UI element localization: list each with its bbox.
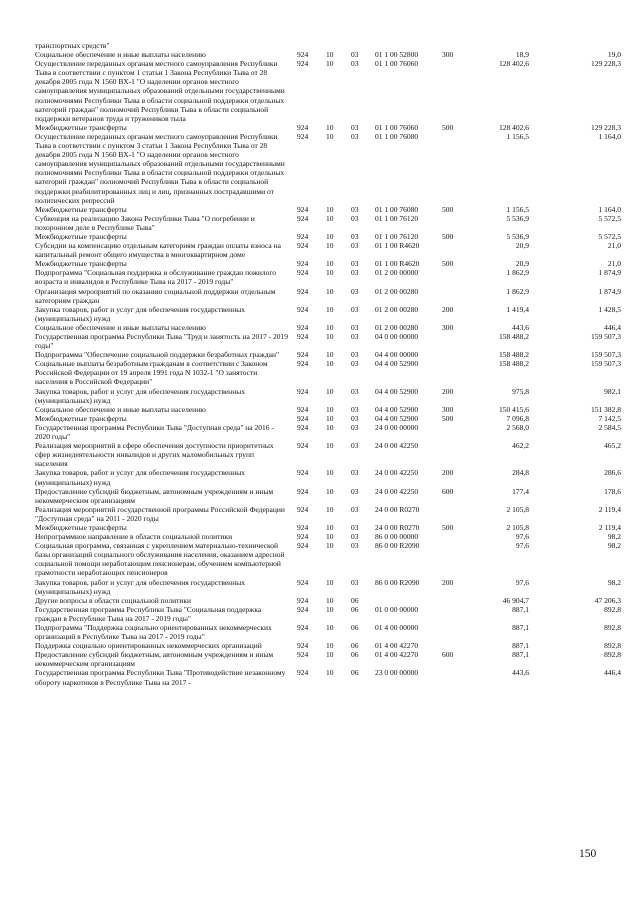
table-row <box>0 650 640 668</box>
row-name: Субсидии на компенсацию отдельным категориям граждан оплаты взноса на капитальный ремонт общего имущества в многоквартирном доме <box>35 241 281 260</box>
cell-amount-year1: 462,2 <box>512 441 529 451</box>
cell-target-item: 24 0 00 42250 <box>375 486 419 496</box>
cell-amount-year2: 892,8 <box>604 641 621 651</box>
row-name: Закупка товаров, работ и услуг для обеспечения государственных (муниципальных) нужд <box>35 304 246 323</box>
cell-target-item: 01 1 00 76120 <box>375 231 419 241</box>
cell-amount-year1: 1 419,4 <box>506 304 529 314</box>
row-name: Организация мероприятий по оказанию социальной поддержки отдельным категориям граждан <box>35 286 276 305</box>
cell-amount-year2: 159 507,3 <box>591 332 621 341</box>
cell-ministry-code: 924 <box>297 213 309 223</box>
row-name: Субвенция на реализацию Закона Республики Тыва "О погребении и похоронном деле в Республике Тыва" <box>35 213 255 232</box>
cell-ministry-code: 924 <box>297 577 309 587</box>
cell-amount-year1: 443,6 <box>512 322 529 332</box>
table-row <box>0 332 640 350</box>
cell-ministry-code: 924 <box>297 322 309 332</box>
table-row <box>0 487 640 505</box>
cell-ministry-code: 924 <box>297 350 309 360</box>
cell-ministry-code: 924 <box>297 231 309 241</box>
cell-ministry-code: 924 <box>297 532 309 542</box>
cell-subsection-code: 06 <box>351 668 359 678</box>
cell-target-item: 04 4 00 52900 <box>375 413 419 423</box>
row-name: Подпрограмма "Обеспечение социальной поддержки безработных граждан" <box>35 350 280 360</box>
table-row <box>0 214 640 232</box>
cell-amount-year2: 446,4 <box>604 322 621 332</box>
cell-subsection-code: 03 <box>351 322 359 332</box>
cell-section-code: 10 <box>326 213 334 223</box>
row-name: транспортных средств" <box>35 41 110 50</box>
cell-subsection-code: 03 <box>351 532 359 542</box>
row-name: Государственная программа Республики Тыва "Доступная среда" на 2016 - 2020 годы" <box>35 422 274 442</box>
table-row <box>0 641 640 650</box>
cell-ministry-code: 924 <box>297 623 309 632</box>
cell-amount-year2: 21,0 <box>607 241 621 251</box>
cell-section-code: 10 <box>326 322 334 332</box>
table-row <box>0 414 640 423</box>
cell-section-code: 10 <box>326 204 334 214</box>
cell-target-item: 24 0 00 R0270 <box>375 522 420 532</box>
page-number: 150 <box>579 848 597 860</box>
cell-section-code: 10 <box>326 359 334 369</box>
row-name: Межбюджетные трансферты <box>35 122 127 132</box>
cell-section-code: 10 <box>326 286 334 296</box>
cell-amount-year1: 1 156,5 <box>506 131 529 141</box>
cell-subsection-code: 03 <box>351 486 359 496</box>
cell-subsection-code: 06 <box>351 604 359 614</box>
row-name: Другие вопросы в области социальной политики <box>35 595 192 605</box>
cell-amount-year1: 5 536,9 <box>506 213 529 223</box>
cell-amount-year2: 446,4 <box>604 668 621 678</box>
cell-ministry-code: 924 <box>297 541 309 551</box>
table-row <box>0 359 640 386</box>
cell-amount-year2: 98,2 <box>607 577 621 587</box>
cell-section-code: 10 <box>326 131 334 141</box>
cell-ministry-code: 924 <box>297 59 309 69</box>
cell-section-code: 10 <box>326 486 334 496</box>
cell-amount-year1: 46 904,7 <box>502 595 529 605</box>
cell-section-code: 10 <box>326 650 334 660</box>
cell-subsection-code: 03 <box>351 404 359 414</box>
row-name: Закупка товаров, работ и услуг для обеспечения государственных (муниципальных) нужд <box>35 468 246 487</box>
cell-target-item: 01 4 00 42270 <box>375 650 419 660</box>
table-row <box>0 205 640 214</box>
cell-target-item: 86 0 00 R2090 <box>375 577 420 587</box>
cell-target-item: 01 1 00 76080 <box>375 131 419 141</box>
row-name: Предоставление субсидий бюджетным, автономным учреждениям и иным некоммерческим организациям <box>35 650 274 669</box>
cell-expense-type: 500 <box>442 259 454 269</box>
table-row <box>0 405 640 414</box>
cell-section-code: 10 <box>326 468 334 478</box>
cell-target-item: 24 0 00 R0270 <box>375 504 420 514</box>
cell-subsection-code: 03 <box>351 286 359 296</box>
cell-section-code: 10 <box>326 522 334 532</box>
cell-subsection-code: 03 <box>351 231 359 241</box>
cell-amount-year2: 2 119,4 <box>598 504 621 514</box>
row-name: Реализация мероприятий в сфере обеспечения доступности приоритетных сфер жизнедеятельности инвалидов и других маломобильных групп населения <box>35 441 274 469</box>
cell-subsection-code: 03 <box>351 468 359 478</box>
cell-ministry-code: 924 <box>297 604 309 614</box>
cell-target-item: 04 0 00 00000 <box>375 332 419 341</box>
cell-section-code: 10 <box>326 541 334 551</box>
cell-target-item: 01 1 00 52800 <box>375 50 419 60</box>
cell-expense-type: 300 <box>442 322 454 332</box>
cell-section-code: 10 <box>326 350 334 360</box>
cell-section-code: 10 <box>326 668 334 678</box>
cell-subsection-code: 03 <box>351 241 359 251</box>
cell-amount-year2: 19,0 <box>607 50 621 60</box>
row-name: Поддержка социально ориентированных некоммерческих организаций <box>35 641 262 651</box>
cell-expense-type: 200 <box>442 468 454 478</box>
row-name: Непрограммное направление в области социальной политики <box>35 532 233 542</box>
table-row <box>0 523 640 532</box>
cell-amount-year1: 1 862,9 <box>506 286 529 296</box>
cell-subsection-code: 06 <box>351 623 359 632</box>
cell-amount-year2: 892,8 <box>604 604 621 614</box>
cell-amount-year1: 20,9 <box>515 259 529 269</box>
cell-target-item: 04 4 00 52900 <box>375 359 419 369</box>
cell-expense-type: 500 <box>442 204 454 214</box>
cell-amount-year2: 129 228,3 <box>591 122 621 132</box>
cell-ministry-code: 924 <box>297 486 309 496</box>
cell-section-code: 10 <box>326 604 334 614</box>
table-row <box>0 596 640 605</box>
cell-target-item: 01 4 00 42270 <box>375 641 419 651</box>
cell-subsection-code: 03 <box>351 522 359 532</box>
cell-amount-year2: 982,1 <box>604 386 621 396</box>
cell-target-item: 86 0 00 R2090 <box>375 541 420 551</box>
cell-subsection-code: 03 <box>351 359 359 369</box>
cell-ministry-code: 924 <box>297 386 309 396</box>
cell-subsection-code: 03 <box>351 577 359 587</box>
cell-amount-year2: 98,2 <box>607 541 621 551</box>
cell-amount-year1: 97,6 <box>515 541 529 551</box>
cell-ministry-code: 924 <box>297 204 309 214</box>
cell-target-item: 01 2 00 00280 <box>375 286 419 296</box>
cell-target-item: 86 0 00 00000 <box>375 532 419 542</box>
cell-amount-year1: 128 402,6 <box>499 122 529 132</box>
row-name: Реализация мероприятий государственной программы Российской Федерации "Доступная среда" на 2011 - 2020 годы <box>35 504 285 523</box>
cell-ministry-code: 924 <box>297 650 309 660</box>
cell-subsection-code: 03 <box>351 268 359 278</box>
cell-amount-year2: 159 507,3 <box>591 359 621 369</box>
cell-subsection-code: 03 <box>351 504 359 514</box>
cell-section-code: 10 <box>326 577 334 587</box>
cell-amount-year1: 158 488,2 <box>499 359 529 369</box>
cell-amount-year1: 887,1 <box>512 641 529 651</box>
table-row <box>0 287 640 305</box>
cell-ministry-code: 924 <box>297 668 309 678</box>
table-row <box>0 468 640 486</box>
cell-target-item: 01 1 00 76060 <box>375 122 419 132</box>
cell-amount-year2: 1 874,9 <box>598 286 621 296</box>
cell-target-item: 01 2 00 00000 <box>375 268 419 278</box>
cell-expense-type: 500 <box>442 231 454 241</box>
cell-target-item: 01 1 00 R4620 <box>375 259 420 269</box>
cell-section-code: 10 <box>326 122 334 132</box>
cell-ministry-code: 924 <box>297 304 309 314</box>
table-row <box>0 578 640 596</box>
cell-amount-year1: 2 105,8 <box>506 522 529 532</box>
cell-ministry-code: 924 <box>297 441 309 451</box>
cell-subsection-code: 03 <box>351 304 359 314</box>
cell-section-code: 10 <box>326 231 334 241</box>
cell-section-code: 10 <box>326 623 334 632</box>
cell-subsection-code: 03 <box>351 441 359 451</box>
table-row <box>0 350 640 359</box>
cell-amount-year2: 1 164,0 <box>598 131 621 141</box>
cell-expense-type: 600 <box>442 486 454 496</box>
cell-subsection-code: 03 <box>351 350 359 360</box>
cell-amount-year2: 5 572,5 <box>598 231 621 241</box>
table-row <box>0 50 640 59</box>
cell-amount-year2: 178,6 <box>604 486 621 496</box>
cell-target-item: 01 1 00 76060 <box>375 59 419 69</box>
cell-amount-year1: 2 568,0 <box>506 422 529 432</box>
table-row <box>0 541 640 577</box>
row-name: Осуществление переданных органам местного самоуправления Республики Тыва в соответствии с пунктом 3 статьи 1 Закона Республики Тыва от 28 декабря 2005 года N 1560 ВХ-1 "О наделении органов местного самоуправления муниципальных образований отдельными государственными полномочиями Республики Тыва в области социальной поддержки отдельных категорий граждан" полномочий Республики Тыва в области социальной поддержки реабилитированных лиц и лиц, признанных пострадавшими от политических репрессий <box>35 131 285 205</box>
table-row <box>0 423 640 441</box>
cell-amount-year1: 443,6 <box>512 668 529 678</box>
table-row <box>0 668 640 686</box>
cell-section-code: 10 <box>326 50 334 60</box>
cell-section-code: 10 <box>326 241 334 251</box>
row-name: Закупка товаров, работ и услуг для обеспечения государственных (муниципальных) нужд <box>35 577 246 596</box>
cell-amount-year2: 47 206,3 <box>594 595 621 605</box>
cell-ministry-code: 924 <box>297 422 309 432</box>
cell-target-item: 01 2 00 00280 <box>375 322 419 332</box>
cell-amount-year1: 1 862,9 <box>506 268 529 278</box>
cell-subsection-code: 03 <box>351 413 359 423</box>
cell-amount-year2: 1 164,0 <box>598 204 621 214</box>
table-row <box>0 232 640 241</box>
table-row <box>0 323 640 332</box>
row-name: Социальное обеспечение и иные выплаты населению <box>35 322 206 332</box>
table-row <box>0 532 640 541</box>
cell-expense-type: 500 <box>442 522 454 532</box>
cell-subsection-code: 03 <box>351 259 359 269</box>
table-row <box>0 132 640 205</box>
cell-section-code: 10 <box>326 259 334 269</box>
cell-expense-type: 600 <box>442 650 454 660</box>
cell-amount-year1: 97,6 <box>515 532 529 542</box>
cell-ministry-code: 924 <box>297 241 309 251</box>
cell-amount-year2: 21,0 <box>607 259 621 269</box>
cell-section-code: 10 <box>326 504 334 514</box>
row-name: Социальное обеспечение и иные выплаты населению <box>35 50 206 60</box>
row-name: Закупка товаров, работ и услуг для обеспечения государственных (муниципальных) нужд <box>35 386 246 405</box>
row-name: Государственная программа Республики Тыва "Труд и занятость на 2017 - 2019 годы" <box>35 332 288 351</box>
cell-amount-year1: 158 488,2 <box>499 350 529 360</box>
cell-ministry-code: 924 <box>297 50 309 60</box>
cell-ministry-code: 924 <box>297 259 309 269</box>
cell-expense-type: 200 <box>442 304 454 314</box>
row-name: Осуществление переданных органам местного самоуправления Республики Тыва в соответствии с пунктом 1 статьи 1 Закона Республики Тыва от 28 декабря 2005 года N 1560 ВХ-1 "О наделении органов местного самоуправления муниципальных образований отдельными государственными полномочиями Республики Тыва в области социальной поддержки отдельных категорий граждан" полномочий Республики Тыва в области социальной поддержки ветеранов труда и тружеников тыла <box>35 59 285 123</box>
cell-expense-type: 200 <box>442 386 454 396</box>
cell-section-code: 10 <box>326 404 334 414</box>
table-row <box>0 41 640 50</box>
cell-subsection-code: 03 <box>351 122 359 132</box>
cell-amount-year2: 892,8 <box>604 623 621 632</box>
row-name: Подпрограмма "Поддержка социально ориентированных некоммерческих организаций в Республике Тыва на 2017 - 2019 годы" <box>35 623 272 642</box>
cell-ministry-code: 924 <box>297 504 309 514</box>
cell-amount-year1: 150 415,6 <box>499 404 529 414</box>
cell-ministry-code: 924 <box>297 522 309 532</box>
row-name: Межбюджетные трансферты <box>35 259 127 269</box>
row-name: Государственная программа Республики Тыва "Социальная поддержка граждан в Республике Тыва на 2017 - 2019 годы" <box>35 604 262 623</box>
cell-subsection-code: 03 <box>351 541 359 551</box>
row-name: Социальная программа, связанная с укреплением материально-технической базы организаций социального обслуживания населения, оказанием адресной социальной помощи неработающим пенсионерам, обучением компьютерной грамотности неработающих пенсионеров <box>35 541 285 578</box>
cell-subsection-code: 03 <box>351 386 359 396</box>
cell-ministry-code: 924 <box>297 404 309 414</box>
cell-ministry-code: 924 <box>297 468 309 478</box>
cell-target-item: 24 0 00 42250 <box>375 468 419 478</box>
table-row <box>0 441 640 468</box>
cell-section-code: 10 <box>326 641 334 651</box>
table-row <box>0 387 640 405</box>
cell-amount-year2: 286,6 <box>604 468 621 478</box>
cell-amount-year1: 5 536,9 <box>506 231 529 241</box>
cell-target-item: 23 0 00 00000 <box>375 668 419 678</box>
cell-amount-year2: 5 572,5 <box>598 213 621 223</box>
cell-target-item: 01 1 00 76080 <box>375 204 419 214</box>
cell-amount-year1: 158 488,2 <box>499 332 529 341</box>
cell-amount-year2: 2 584,5 <box>598 422 621 432</box>
cell-ministry-code: 924 <box>297 122 309 132</box>
cell-expense-type: 300 <box>442 50 454 60</box>
cell-amount-year2: 2 119,4 <box>598 522 621 532</box>
cell-amount-year1: 887,1 <box>512 604 529 614</box>
table-row <box>0 505 640 523</box>
cell-section-code: 10 <box>326 595 334 605</box>
cell-target-item: 01 2 00 00280 <box>375 304 419 314</box>
cell-expense-type: 500 <box>442 413 454 423</box>
cell-section-code: 10 <box>326 422 334 432</box>
cell-subsection-code: 06 <box>351 650 359 660</box>
row-name: Социальное обеспечение и иные выплаты населению <box>35 404 206 414</box>
cell-subsection-code: 03 <box>351 332 359 341</box>
cell-target-item: 04 4 00 52900 <box>375 386 419 396</box>
cell-ministry-code: 924 <box>297 359 309 369</box>
cell-section-code: 10 <box>326 532 334 542</box>
cell-amount-year2: 98,2 <box>607 532 621 542</box>
cell-target-item: 01 4 00 00000 <box>375 623 419 632</box>
cell-amount-year2: 1 428,5 <box>598 304 621 314</box>
cell-expense-type: 200 <box>442 577 454 587</box>
table-row <box>0 268 640 286</box>
row-name: Социальные выплаты безработным гражданам в соответствии с Законом Российской Федерации от 19 апреля 1991 года N 1032-1 "О занятости населения в Российской Федерации" <box>35 359 268 387</box>
row-name: Государственная программа Республики Тыва "Противодействие незаконному обороту наркотиков в Республике Тыва на 2017 - <box>35 668 286 687</box>
cell-amount-year1: 177,4 <box>512 486 529 496</box>
cell-subsection-code: 03 <box>351 50 359 60</box>
cell-subsection-code: 03 <box>351 59 359 69</box>
row-name: Межбюджетные трансферты <box>35 522 127 532</box>
cell-amount-year1: 97,6 <box>515 577 529 587</box>
cell-target-item: 01 1 00 76120 <box>375 213 419 223</box>
cell-section-code: 10 <box>326 386 334 396</box>
cell-amount-year2: 159 507,3 <box>591 350 621 360</box>
cell-ministry-code: 924 <box>297 332 309 341</box>
cell-amount-year1: 20,9 <box>515 241 529 251</box>
cell-amount-year2: 151 382,8 <box>591 404 621 414</box>
cell-target-item: 01 1 00 R4620 <box>375 241 420 251</box>
cell-target-item: 04 4 00 52900 <box>375 404 419 414</box>
cell-amount-year1: 1 156,5 <box>506 204 529 214</box>
row-name: Межбюджетные трансферты <box>35 204 127 214</box>
cell-target-item: 01 0 00 00000 <box>375 604 419 614</box>
cell-subsection-code: 03 <box>351 131 359 141</box>
budget-table <box>0 41 640 687</box>
cell-section-code: 10 <box>326 441 334 451</box>
cell-ministry-code: 924 <box>297 131 309 141</box>
cell-subsection-code: 06 <box>351 595 359 605</box>
row-name: Межбюджетные трансферты <box>35 231 127 241</box>
cell-amount-year1: 975,8 <box>512 386 529 396</box>
cell-section-code: 10 <box>326 268 334 278</box>
table-row <box>0 259 640 268</box>
table-row <box>0 605 640 623</box>
cell-amount-year2: 892,8 <box>604 650 621 660</box>
cell-ministry-code: 924 <box>297 641 309 651</box>
cell-amount-year2: 465,2 <box>604 441 621 451</box>
cell-ministry-code: 924 <box>297 595 309 605</box>
cell-section-code: 10 <box>326 59 334 69</box>
cell-amount-year1: 284,8 <box>512 468 529 478</box>
table-row <box>0 241 640 259</box>
cell-target-item: 24 0 00 42250 <box>375 441 419 451</box>
cell-section-code: 10 <box>326 304 334 314</box>
cell-amount-year1: 7 096,8 <box>506 413 529 423</box>
table-row <box>0 59 640 123</box>
row-name: Межбюджетные трансферты <box>35 413 127 423</box>
table-row <box>0 305 640 323</box>
cell-subsection-code: 03 <box>351 422 359 432</box>
table-row <box>0 123 640 132</box>
cell-ministry-code: 924 <box>297 413 309 423</box>
cell-section-code: 10 <box>326 413 334 423</box>
cell-amount-year1: 2 105,8 <box>506 504 529 514</box>
cell-amount-year1: 18,9 <box>515 50 529 60</box>
cell-ministry-code: 924 <box>297 286 309 296</box>
cell-subsection-code: 06 <box>351 641 359 651</box>
cell-ministry-code: 924 <box>297 268 309 278</box>
cell-amount-year2: 129 228,3 <box>591 59 621 69</box>
cell-target-item: 24 0 00 00000 <box>375 422 419 432</box>
row-name: Предоставление субсидий бюджетным, автономным учреждениям и иным некоммерческим организациям <box>35 486 274 505</box>
table-row <box>0 623 640 641</box>
cell-expense-type: 300 <box>442 404 454 414</box>
cell-subsection-code: 03 <box>351 204 359 214</box>
cell-amount-year2: 1 874,9 <box>598 268 621 278</box>
cell-amount-year2: 7 142,5 <box>598 413 621 423</box>
cell-section-code: 10 <box>326 332 334 341</box>
cell-target-item: 04 4 00 00000 <box>375 350 419 360</box>
cell-amount-year1: 128 402,6 <box>499 59 529 69</box>
cell-subsection-code: 03 <box>351 213 359 223</box>
cell-amount-year1: 887,1 <box>512 650 529 660</box>
cell-expense-type: 500 <box>442 122 454 132</box>
row-name: Подпрограмма "Социальная поддержка и обслуживание граждан пожилого возраста и инвалидов в Республике Тыва на 2017 - 2019 годы" <box>35 268 276 287</box>
cell-amount-year1: 887,1 <box>512 623 529 632</box>
